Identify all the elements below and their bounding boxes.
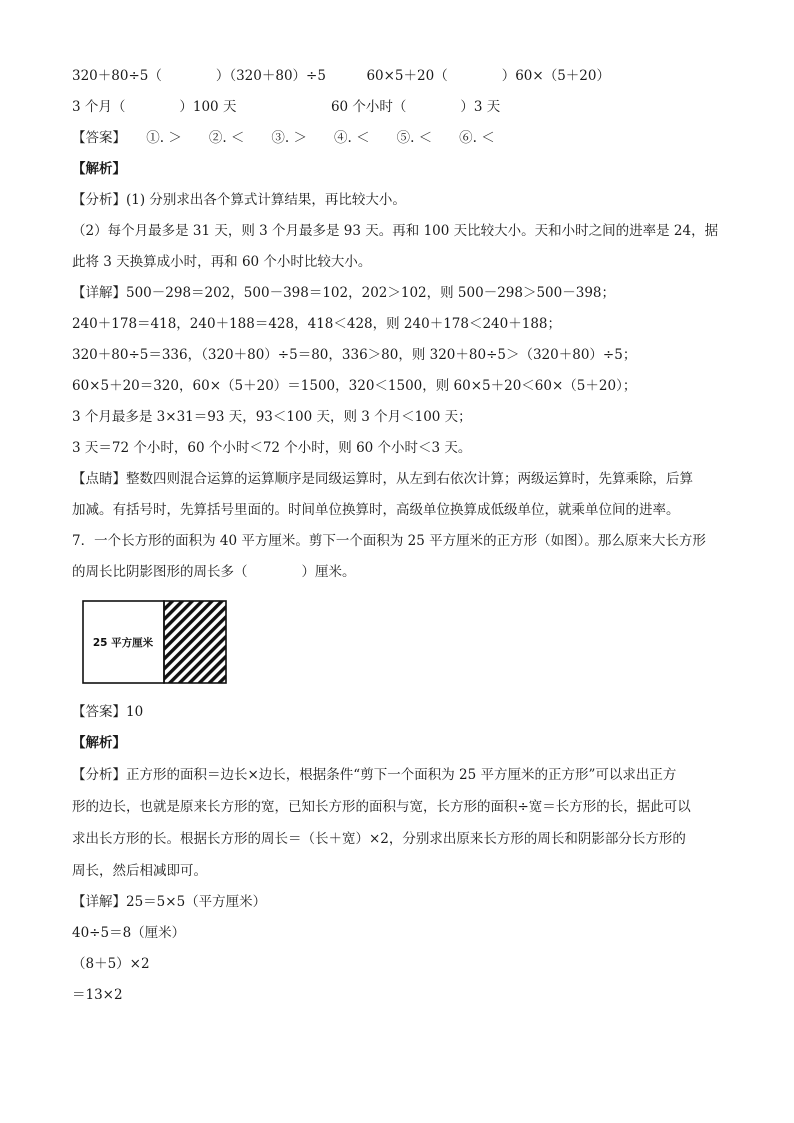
detail-7-line-2: 40÷5＝8（厘米） <box>72 925 186 941</box>
answer-line: 【答案】 ①. ＞ ②. ＜ ③. ＞ ④. ＜ ⑤. ＜ ⑥. ＜ <box>72 130 495 146</box>
analysis-line-1: 【分析】(1) 分别求出各个算式计算结果，再比较大小。 <box>72 192 406 208</box>
detail-line-2: 240＋178＝418，240＋188＝428，418＜428，则 240＋178＜240＋188； <box>72 316 561 332</box>
question-line-comparison-1: 320＋80÷5（ ）（320＋80）÷5 60×5＋20（ ）60×（5＋20） <box>72 68 610 84</box>
tips-line-2: 加减。有括号时，先算括号里面的。时间单位换算时，高级单位换算成低级单位，就乘单位间的进率。 <box>72 502 680 518</box>
analysis-7-line-2: 形的边长，也就是原来长方形的宽，已知长方形的面积与宽，长方形的面积÷宽＝长方形的长，据此可以 <box>72 799 691 815</box>
detail-line-3: 320＋80÷5＝336，（320＋80）÷5＝80，336＞80，则 320＋80÷5＞（320＋80）÷5； <box>72 347 637 363</box>
detail-7-line-4: ＝13×2 <box>72 987 123 1003</box>
analysis-7-line-4: 周长，然后相减即可。 <box>72 863 207 879</box>
detail-7-line-1: 【详解】25＝5×5（平方厘米） <box>72 894 267 910</box>
tips-line-1: 【点睛】整数四则混合运算的运算顺序是同级运算时，从左到右依次计算；两级运算时，先算乘除，后算 <box>72 471 693 487</box>
detail-line-4: 60×5＋20＝320，60×（5＋20）＝1500，320＜1500，则 60×5＋20＜60×（5＋20）； <box>72 378 637 394</box>
answer-7-line: 【答案】10 <box>72 704 144 720</box>
analysis-7-heading: 【解析】 <box>72 735 126 751</box>
analysis-line-3: 此将 3 天换算成小时，再和 60 个小时比较大小。 <box>72 254 372 270</box>
shaded-rectangle <box>164 601 226 683</box>
detail-line-1: 【详解】500－298＝202，500－398＝102，202＞102，则 500－298＞500－398； <box>72 285 615 301</box>
analysis-7-line-1: 【分析】正方形的面积＝边长×边长，根据条件“剪下一个面积为 25 平方厘米的正方形”可以求出正方 <box>72 767 677 783</box>
detail-line-5: 3 个月最多是 3×31＝93 天，93＜100 天，则 3 个月＜100 天； <box>72 409 472 425</box>
analysis-heading: 【解析】 <box>72 161 126 177</box>
detail-line-6: 3 天＝72 个小时，60 个小时＜72 个小时，则 60 个小时＜3 天。 <box>72 440 472 456</box>
rectangle-figure <box>82 600 227 684</box>
detail-7-line-3: （8＋5）×2 <box>72 956 150 972</box>
question-7-line-2: 的周长比阴影图形的周长多（ ）厘米。 <box>72 564 356 580</box>
analysis-7-line-3: 求出长方形的长。根据长方形的周长＝（长＋宽）×2，分别求出原来长方形的周长和阴影部分长方形的 <box>72 831 686 847</box>
square-area-label: 25 平方厘米 <box>92 637 154 649</box>
question-line-comparison-2: 3 个月（ ）100 天 60 个小时（ ）3 天 <box>72 99 501 115</box>
analysis-line-2: （2）每个月最多是 31 天，则 3 个月最多是 93 天。再和 100 天比较大小。天和小时之间的进率是 24，据 <box>72 223 719 239</box>
question-7-line-1: 7．一个长方形的面积为 40 平方厘米。剪下一个面积为 25 平方厘米的正方形（如图）。那么原来大长方形 <box>72 533 706 549</box>
